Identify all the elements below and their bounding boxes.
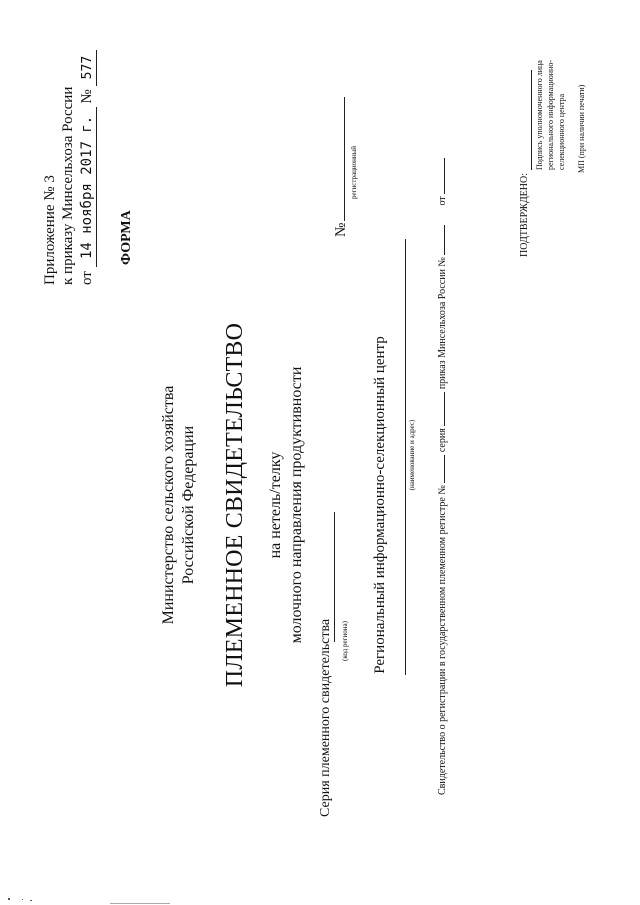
scan-edge bbox=[110, 903, 170, 904]
registration-number-line bbox=[344, 97, 345, 221]
ministry-name-line-1: Министерство сельского хозяйства bbox=[160, 385, 177, 625]
certificate-order: приказ Минсельхоза России № bbox=[437, 257, 448, 390]
ministry-name-line-2: Российской Федерации bbox=[180, 425, 197, 585]
stamp-caption: МП (при наличии печати) bbox=[577, 84, 586, 173]
appendix-date-prefix: от bbox=[79, 271, 95, 285]
certificate-series-word: серия bbox=[437, 428, 448, 453]
signature-caption-line-3: селекционного центра bbox=[557, 93, 566, 170]
series-region-caption: (код региона) bbox=[341, 621, 349, 661]
scan-speck bbox=[22, 899, 23, 900]
certificate-date-blank bbox=[444, 158, 445, 194]
appendix-line-2: к приказу Минсельхоза России bbox=[60, 86, 76, 285]
series-label: Серия племенного свидетельства bbox=[318, 618, 333, 817]
series-code-line bbox=[334, 512, 335, 642]
regional-center-name: Региональный информационно-селекционный центр bbox=[372, 336, 388, 674]
signature-caption-line-2: регионального информационно- bbox=[546, 60, 555, 170]
regional-center-address-line bbox=[405, 239, 406, 675]
regional-center-address-caption: (наименование и адрес) bbox=[408, 419, 416, 491]
appendix-date-value: 14 ноября 2017 г. bbox=[79, 107, 97, 267]
appendix-date-line bbox=[79, 50, 97, 285]
registration-number-symbol: № bbox=[333, 222, 349, 237]
form-label: ФОРМА bbox=[119, 210, 134, 265]
confirmed-label: ПОДТВЕРЖДЕНО: bbox=[519, 173, 530, 257]
document-subtitle-1: на нетель/телку bbox=[267, 451, 284, 559]
certificate-date-word: от bbox=[437, 196, 448, 206]
certificate-series-blank bbox=[444, 392, 445, 426]
signature-caption-line-1: Подпись уполномоченного лица bbox=[535, 60, 544, 170]
document-title: ПЛЕМЕННОЕ СВИДЕТЕЛЬСТВО bbox=[222, 322, 248, 688]
certificate-number-blank bbox=[444, 455, 445, 483]
signature-line bbox=[531, 70, 532, 170]
registration-number-caption: регистрационный bbox=[350, 145, 358, 199]
appendix-number-value: 577 bbox=[79, 50, 97, 86]
certificate-order-blank bbox=[444, 225, 445, 255]
certificate-line bbox=[437, 158, 448, 795]
scan-speck bbox=[8, 898, 10, 900]
document-subtitle-2: молочного направления продуктивности bbox=[288, 366, 305, 644]
appendix-number-prefix: № bbox=[79, 89, 95, 104]
certificate-prefix: Свидетельство о регистрации в государственном племенном регистре № bbox=[437, 485, 448, 795]
appendix-line-1: Приложение № 3 bbox=[42, 175, 58, 285]
scan-speck bbox=[30, 900, 32, 901]
